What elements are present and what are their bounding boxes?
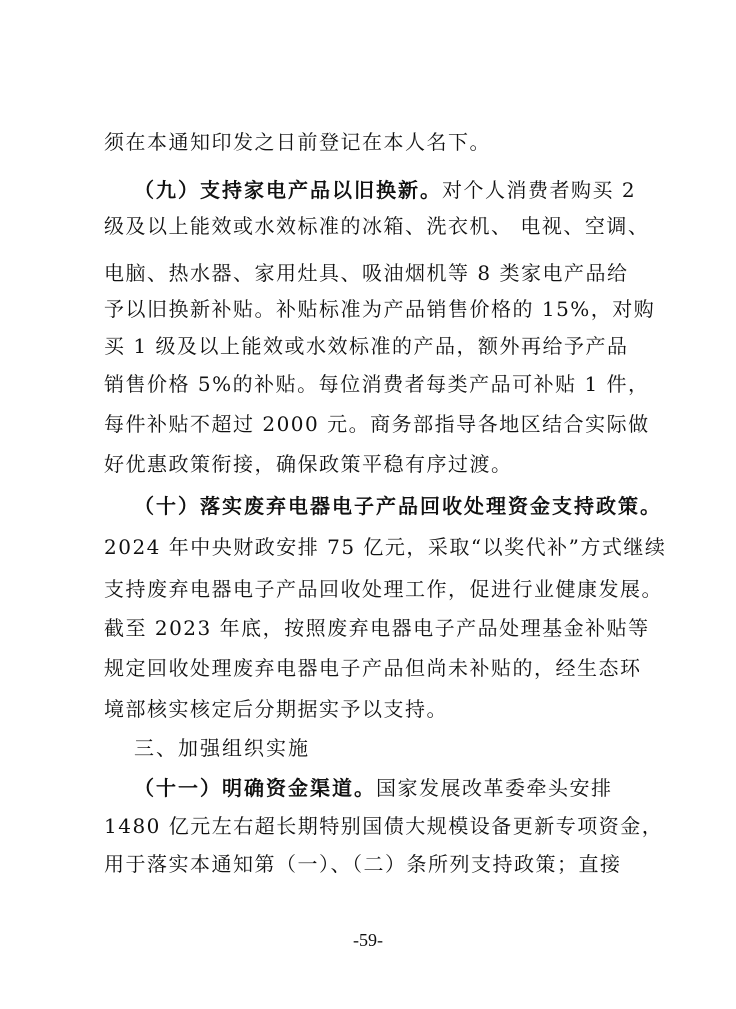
text-line: 境部核实核定后分期据实予以支持。 xyxy=(104,697,448,721)
paragraph-9-first-line xyxy=(134,178,644,202)
paragraph-10-heading: （十）落实废弃电器电子产品回收处理资金支持政策。 xyxy=(134,494,662,518)
paragraph-11-text: 国家发展改革委牵头安排 xyxy=(376,776,613,800)
text-line: 支持废弃电器电子产品回收处理工作，促进行业健康发展。 xyxy=(104,577,663,601)
text-line: 级及以上能效或水效标准的冰箱、洗衣机、 电视、空调、 xyxy=(104,214,650,238)
paragraph-9-text: 对个人消费者购买 2 xyxy=(442,178,637,202)
section-3-heading: 三、加强组织实施 xyxy=(134,736,310,760)
text-line: 规定回收处理废弃电器电子产品但尚未补贴的，经生态环 xyxy=(104,656,642,680)
text-line: 每件补贴不超过 2000 元。商务部指导各地区结合实际做 xyxy=(104,412,650,436)
text-line: 电脑、热水器、家用灶具、吸油烟机等 8 类家电产品给 xyxy=(104,261,629,285)
text-line: 2024 年中央财政安排 75 亿元，采取“以奖代补”方式继续 xyxy=(104,535,667,559)
text-line: 买 1 级及以上能效或水效标准的产品，额外再给予产品 xyxy=(104,334,629,358)
text-line: 销售价格 5%的补贴。每位消费者每类产品可补贴 1 件， xyxy=(104,372,650,396)
paragraph-11-heading: （十一）明确资金渠道。 xyxy=(134,776,376,800)
text-line: 截至 2023 年底，按照废弃电器电子产品处理基金补贴等 xyxy=(104,616,650,640)
paragraph-9-heading: （九）支持家电产品以旧换新。 xyxy=(134,178,442,202)
text-line: 用于落实本通知第（一）、（二）条所列支持政策；直接 xyxy=(104,852,622,876)
text-line: 好优惠政策衔接，确保政策平稳有序过渡。 xyxy=(104,452,513,476)
paragraph-11-first-line xyxy=(134,776,644,800)
page-number: -59- xyxy=(353,930,383,950)
text-line: 1480 亿元左右超长期特别国债大规模设备更新专项资金， xyxy=(104,814,664,838)
text-line: 予以旧换新补贴。补贴标准为产品销售价格的 15%，对购 xyxy=(104,297,656,321)
text-line: 须在本通知印发之日前登记在本人名下。 xyxy=(104,130,491,154)
